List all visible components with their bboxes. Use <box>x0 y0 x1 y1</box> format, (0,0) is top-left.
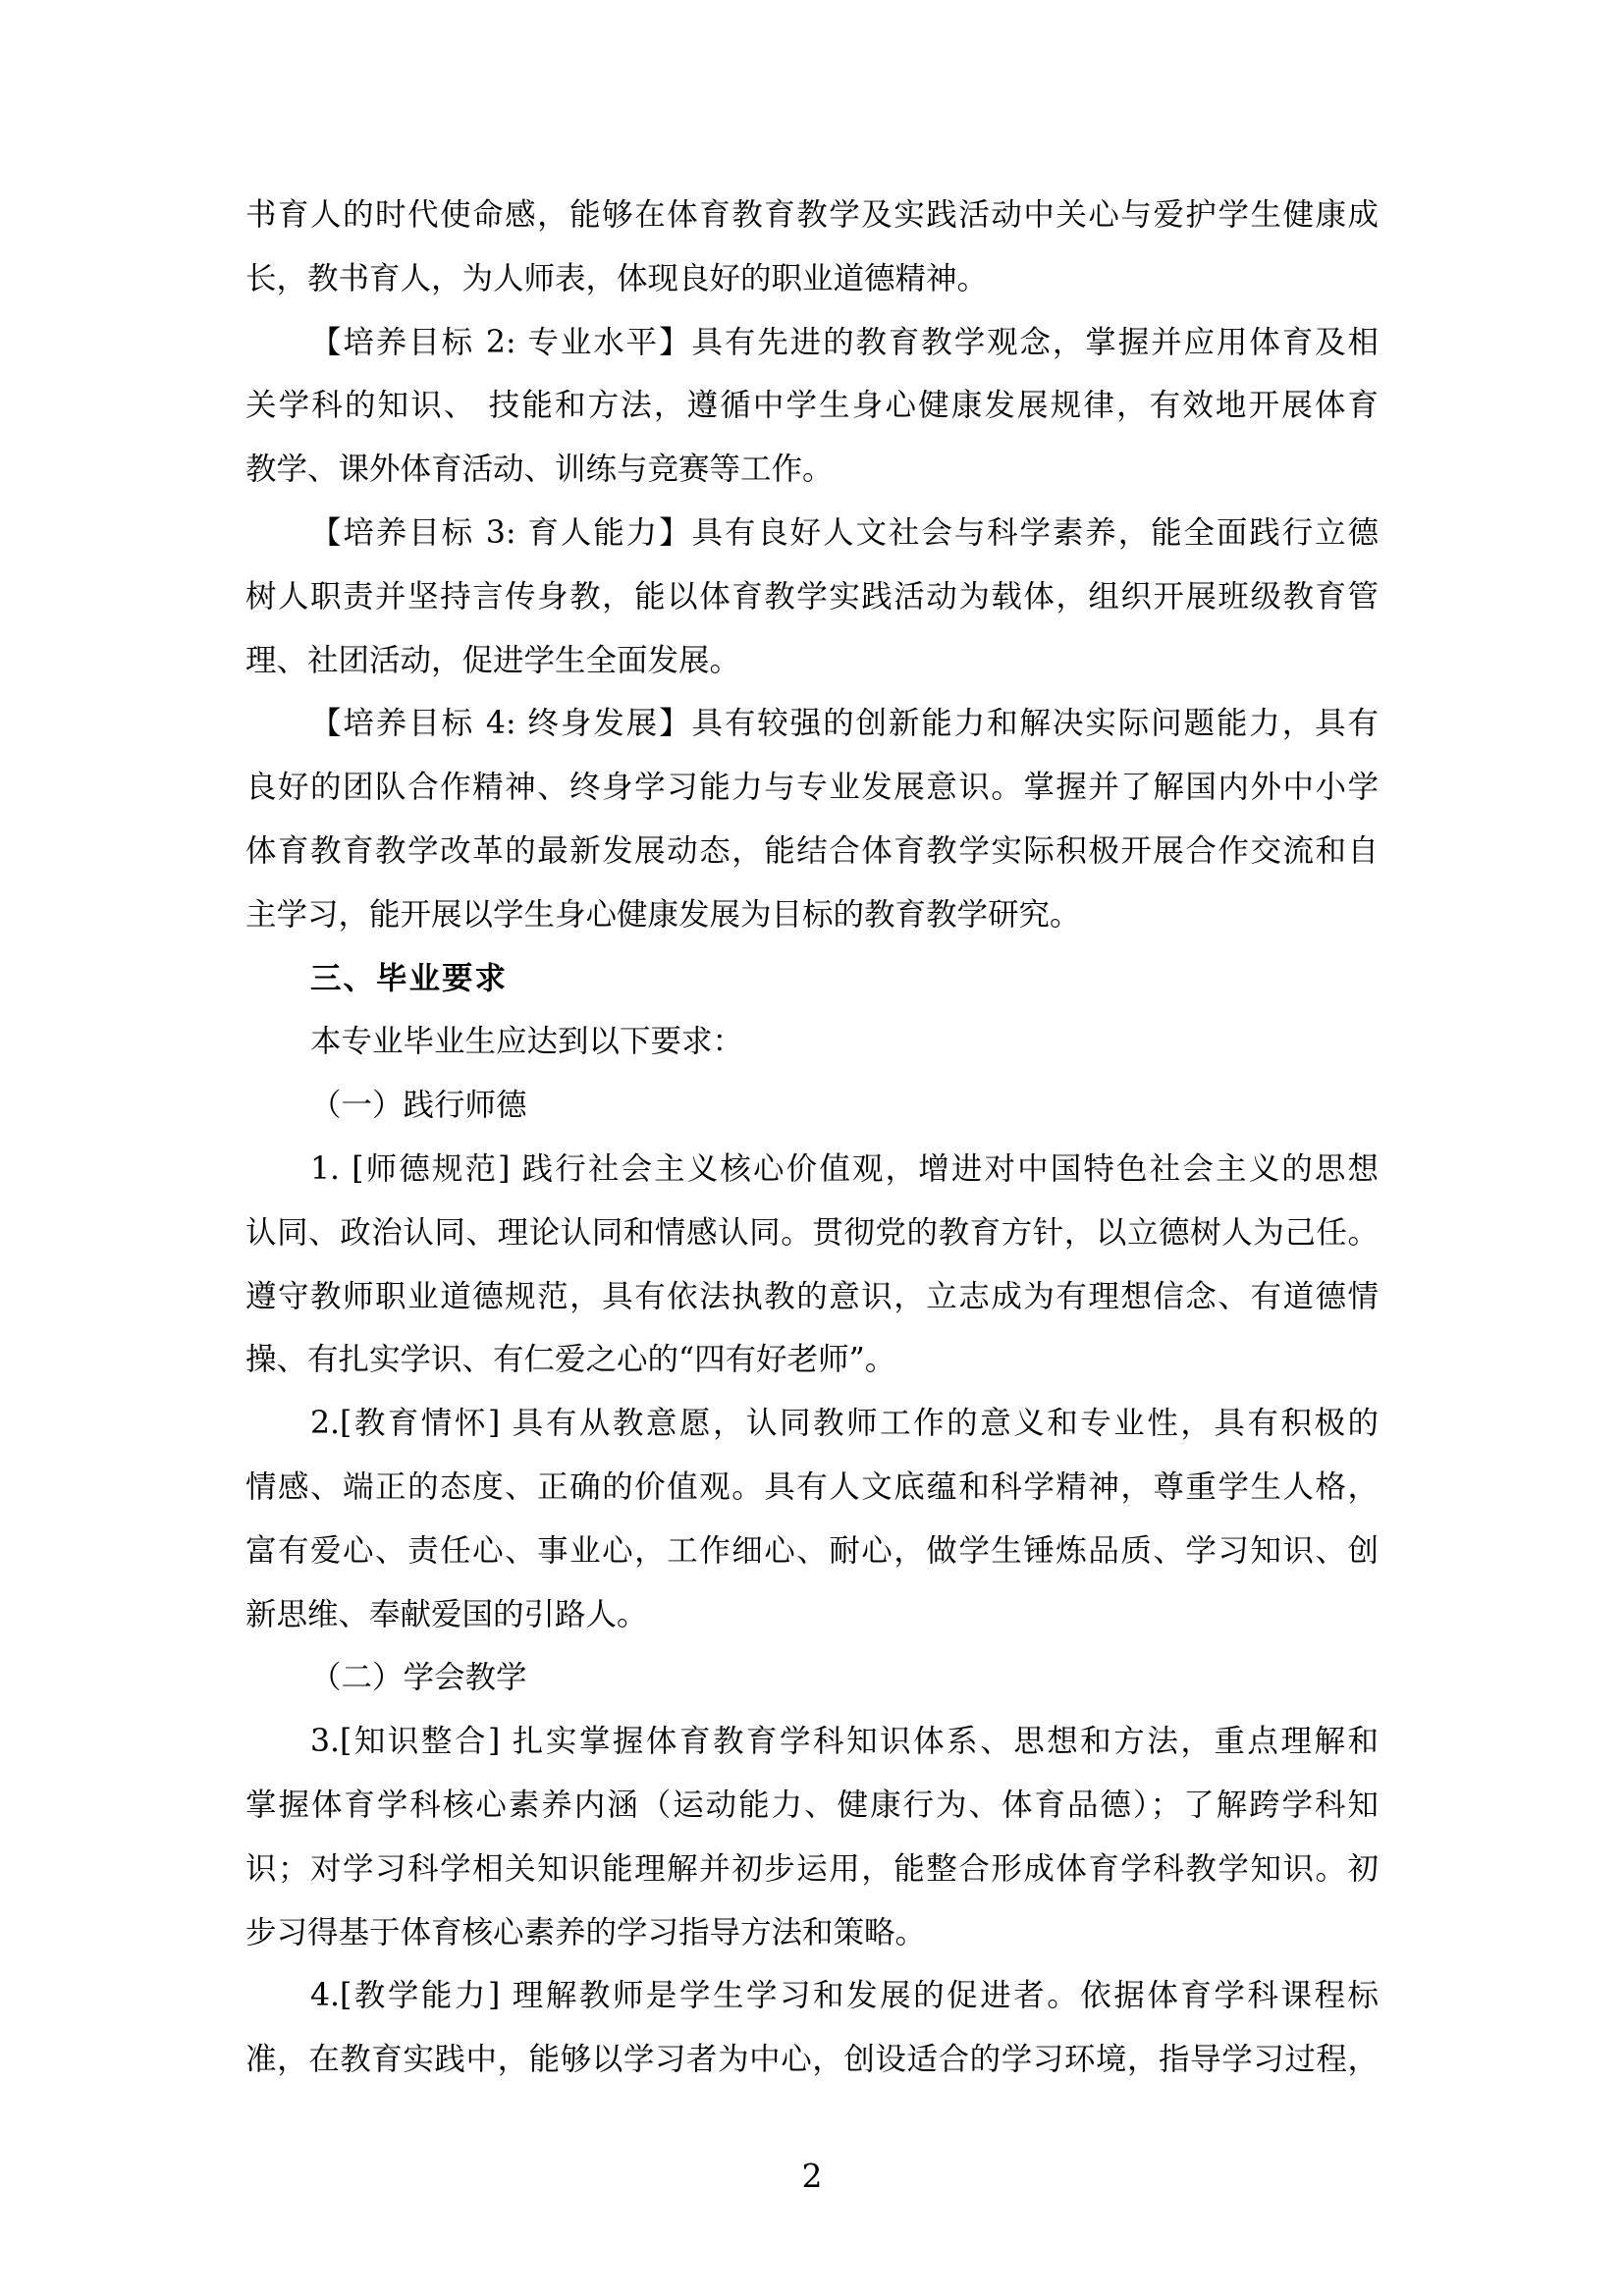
text-line: 主学习，能开展以学生身心健康发展为目标的教育教学研究。 <box>245 896 1081 933</box>
page-footer <box>0 2152 1624 2201</box>
text-block <box>245 184 1379 2092</box>
text-line: 认同、政治认同、理论认同和情感认同。贯彻党的教育方针，以立德树人为己任。 <box>245 1214 1379 1251</box>
text-line: 新思维、奉献爱国的引路人。 <box>245 1596 648 1632</box>
text-line: 教学、课外体育活动、训练与竞赛等工作。 <box>245 452 834 488</box>
section-heading: 三、毕业要求 <box>310 960 509 996</box>
text-line: 准，在教育实践中，能够以学习者为中心，创设适合的学习环境，指导学习过程， <box>245 2042 1379 2078</box>
text-line: 良好的团队合作精神、终身学习能力与专业发展意识。掌握并了解国内外中小学 <box>245 770 1379 806</box>
text-line: （二）学会教学 <box>310 1660 527 1696</box>
text-line: 4.[教学能力] 理解教师是学生学习和发展的促进者。依据体育学科课程标 <box>310 1978 1379 2014</box>
text-line: 2.[教育情怀] 具有从教意愿，认同教师工作的意义和专业性，具有积极的 <box>310 1406 1379 1442</box>
text-line: 3.[知识整合] 扎实掌握体育教育学科知识体系、思想和方法，重点理解和 <box>310 1724 1379 1760</box>
text-line: 【培养目标 3: 育人能力】具有良好人文社会与科学素养，能全面践行立德 <box>310 514 1379 551</box>
page-number: 2 <box>801 2157 823 2195</box>
text-line: 情感、端正的态度、正确的价值观。具有人文底蕴和科学精神，尊重学生人格， <box>245 1468 1379 1505</box>
text-line: 树人职责并坚持言传身教，能以体育教学实践活动为载体，组织开展班级教育管 <box>245 578 1379 614</box>
text-line: 遵守教师职业道德规范，具有依法执教的意识，立志成为有理想信念、有道德情 <box>245 1278 1379 1314</box>
text-line: 步习得基于体育核心素养的学习指导方法和策略。 <box>245 1914 927 1950</box>
text-line: 【培养目标 4: 终身发展】具有较强的创新能力和解决实际问题能力，具有 <box>310 706 1379 742</box>
text-line: 识；对学习科学相关知识能理解并初步运用，能整合形成体育学科教学知识。初 <box>245 1850 1379 1887</box>
text-line: 操、有扎实学识、有仁爱之心的“四有好老师”。 <box>245 1342 896 1378</box>
text-line: 【培养目标 2: 专业水平】具有先进的教育教学观念，掌握并应用体育及相 <box>310 324 1379 360</box>
text-line: 关学科的知识、 技能和方法，遵循中学生身心健康发展规律，有效地开展体育 <box>245 388 1379 424</box>
text-line: 理、社团活动，促进学生全面发展。 <box>245 642 741 678</box>
text-line: 长，教书育人，为人师表，体现良好的职业道德精神。 <box>245 260 989 296</box>
text-line: 掌握体育学科核心素养内涵（运动能力、健康行为、体育品德）；了解跨学科知 <box>245 1787 1379 1823</box>
text-line: 体育教育教学改革的最新发展动态，能结合体育教学实际积极开展合作交流和自 <box>245 832 1379 869</box>
text-line: 本专业毕业生应达到以下要求： <box>310 1024 744 1060</box>
text-line: 书育人的时代使命感，能够在体育教育教学及实践活动中关心与爱护学生健康成 <box>245 197 1379 233</box>
text-line: （一）践行师德 <box>310 1088 527 1124</box>
text-line: 1. [师德规范] 践行社会主义核心价值观，增进对中国特色社会主义的思想 <box>310 1150 1379 1187</box>
text-line: 富有爱心、责任心、事业心，工作细心、耐心，做学生锤炼品质、学习知识、创 <box>245 1532 1379 1569</box>
